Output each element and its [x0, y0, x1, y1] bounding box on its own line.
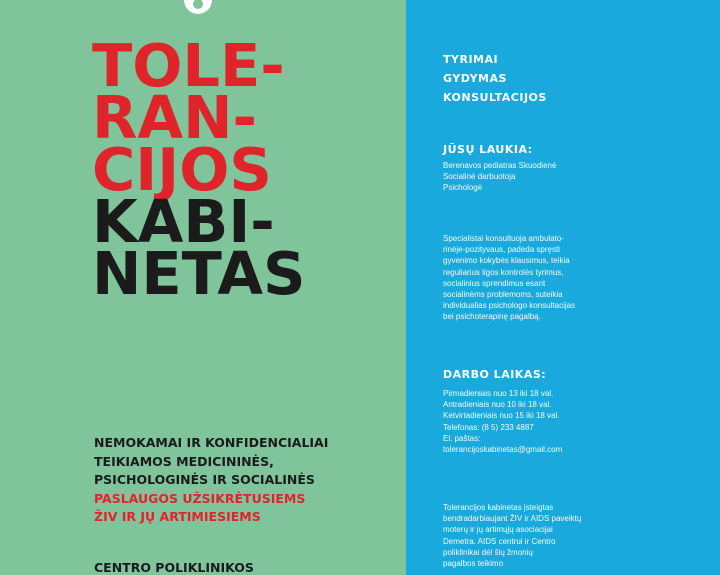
waiting-section — [443, 140, 533, 159]
staff-item: Socialinė darbuotoja — [443, 172, 516, 182]
services-tagline — [94, 434, 394, 527]
service-item: GYDYMAS — [443, 72, 507, 85]
title-line: RAN- — [92, 83, 257, 152]
title-line: NETAS — [92, 239, 306, 308]
email-address: tolerancijoskabinetas@gmail.com — [443, 445, 563, 455]
info-line: moterų ir jų artimųjų asociacijai — [443, 525, 553, 535]
service-item: KONSULTACIJOS — [443, 91, 547, 104]
description-line: rinėje-pozityvaus, padeda spręsti — [443, 245, 560, 255]
staff-item: Berenavos pediatras Skuodienė — [443, 161, 557, 170]
email-label: El. paštas: — [443, 433, 481, 443]
title-line: KABI- — [92, 187, 275, 256]
tagline-line: PSICHOLOGINĖS IR SOCIALINĖS — [94, 472, 315, 487]
description — [443, 233, 575, 323]
phone-number: Telefonas: (8 5) 233 4887 — [443, 422, 534, 432]
info-line: bendradarbiaujant ŽIV ir AIDS paveiktų — [443, 514, 582, 524]
waiting-heading: JŪSŲ LAUKIA: — [443, 143, 533, 156]
info-line: Demetra. AIDS centrui ir Centro — [443, 536, 556, 546]
hours-list — [443, 388, 562, 455]
services-list — [443, 50, 547, 107]
info-line: Tolerancijos kabinetas įsteigtas — [443, 503, 554, 512]
hours-item: Pirmadieniais nuo 13 iki 18 val. — [443, 389, 554, 398]
hours-heading: DARBO LAIKAS: — [443, 368, 547, 381]
staff-item: Psichologė — [443, 183, 483, 193]
tagline-accent-line: PASLAUGOS UŽSIKRĖTUSIEMS — [94, 490, 306, 506]
hours-item: Ketvirtadieniais nuo 15 iki 18 val. — [443, 411, 560, 421]
info-note — [443, 502, 581, 569]
description-line: Specialistai konsultuoja ambulato- — [443, 234, 564, 243]
poster-title — [92, 31, 306, 308]
description-line: socialinėms problemoms, suteikia — [443, 290, 563, 300]
title-line: TOLE- — [92, 31, 285, 100]
info-line: pagalbos teikimo — [443, 559, 504, 569]
description-line: socialinius sprendimus esant — [443, 278, 546, 288]
description-line: bei psichoterapinę pagalbą. — [443, 312, 541, 322]
tagline-line: NEMOKAMAI IR KONFIDENCIALIAI — [94, 435, 329, 450]
title-line: CIJOS — [92, 135, 272, 204]
tagline-accent-line: ŽIV IR JŲ ARTIMIESIEMS — [94, 509, 261, 524]
description-line: individualias psichologo konsultacijas — [443, 301, 576, 311]
description-line: gyvenimo kokybės klausimus, teikia — [443, 256, 570, 266]
tagline-line: TEIKIAMOS MEDICININĖS, — [94, 453, 274, 469]
clinic-name: CENTRO POLIKLINIKOS — [94, 560, 254, 575]
hours-section — [443, 365, 546, 384]
description-line: reguliarius ligos kontrolės tyrimus, — [443, 267, 564, 277]
waiting-list — [443, 160, 556, 194]
hours-item: Antradieniais nuo 10 iki 18 val. — [443, 400, 552, 410]
service-item: TYRIMAI — [443, 53, 499, 66]
info-line: poliklinikai dėl šių žmonių — [443, 547, 533, 557]
